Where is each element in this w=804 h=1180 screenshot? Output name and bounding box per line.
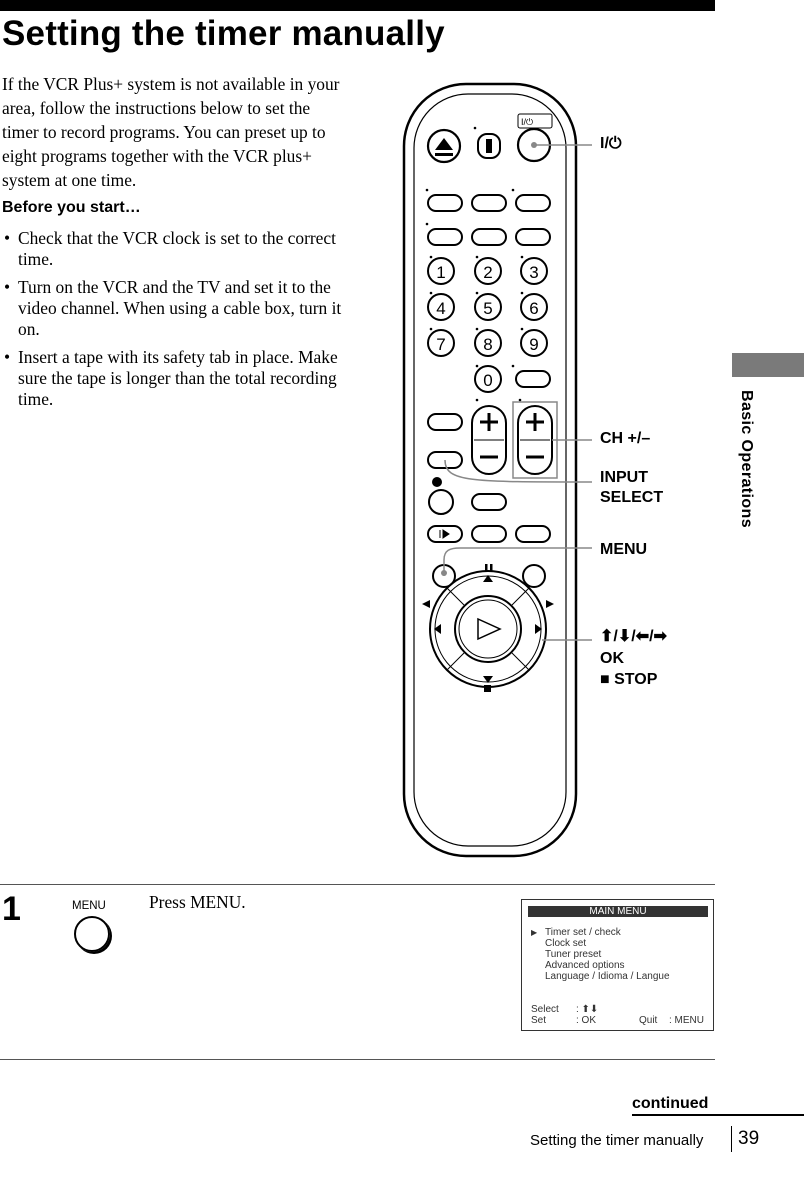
number-key-label: 1 [436, 263, 446, 282]
number-key-label: 6 [529, 299, 539, 318]
direction-ring-outer [430, 571, 546, 687]
osd-header: MAIN MENU [528, 906, 708, 917]
step-instruction: Press MENU. [149, 892, 246, 912]
number-key-label: 9 [529, 335, 539, 354]
remote-button [472, 229, 506, 245]
osd-quit-label: Quit [639, 1015, 658, 1026]
list-item: Advanced options [545, 960, 625, 971]
step-divider [0, 1059, 715, 1060]
number-key-label: 0 [483, 371, 493, 390]
volume-rocker [472, 406, 506, 474]
number-key-label: 3 [529, 263, 539, 282]
number-key-label: 8 [483, 335, 493, 354]
eject-button [428, 130, 460, 162]
tv-vcr-switch [478, 134, 500, 158]
channel-rocker [518, 406, 552, 474]
osd-set-value: : OK [576, 1015, 597, 1026]
input-select-button [428, 452, 462, 468]
remote-button [516, 195, 550, 211]
footer-divider [731, 1126, 732, 1152]
remote-button [472, 195, 506, 211]
osd-quit-value: : MENU [669, 1015, 704, 1026]
continued-rule [632, 1114, 804, 1116]
top-rule [0, 0, 715, 11]
continued-label: continued [632, 1095, 709, 1112]
number-key-label: 4 [436, 299, 446, 318]
remote-body-inner [414, 94, 566, 846]
number-key-label: 5 [483, 299, 493, 318]
menu-button-caption: MENU [72, 900, 106, 912]
power-label-box [518, 114, 552, 128]
page-title: Setting the timer manually [2, 14, 445, 53]
remote-button [428, 195, 462, 211]
step-divider [0, 884, 715, 885]
callout-ok: OK [600, 650, 624, 667]
section-tab-marker [732, 353, 804, 377]
osd-cursor-icon: ▶ [531, 928, 538, 937]
callout-arrows: ⬆/⬇/⬅/➡ [600, 628, 667, 645]
channel-highlight-box [513, 402, 557, 478]
ok-button [455, 596, 521, 662]
remote-body-outer [404, 84, 576, 856]
callout-stop: ■ STOP [600, 671, 658, 688]
remote-button [428, 229, 462, 245]
power-button [518, 129, 550, 161]
menu-button-illustration [74, 916, 110, 952]
power-label-text: I/⏻ [521, 117, 534, 127]
remote-button [428, 414, 462, 430]
callout-menu: MENU [600, 541, 648, 558]
menu-button [433, 565, 455, 587]
list-item: Tuner preset [545, 949, 602, 960]
number-key-label: 2 [483, 263, 493, 282]
osd-menu-list [545, 927, 670, 982]
callout-channel: CH +/– [600, 430, 651, 447]
callout-power: I/⏻ [600, 135, 622, 152]
step-number: 1 [2, 890, 21, 928]
osd-set-label: Set [531, 1015, 547, 1026]
on-screen-menu [521, 899, 714, 1031]
osd-select-label: Select [531, 1004, 559, 1015]
list-item: Timer set / check [545, 927, 621, 938]
list-item: • Insert a tape with its safety tab in place. Make sure the tape is longer than the total recording time. [2, 347, 342, 410]
eject-icon [435, 138, 453, 150]
number-key-label: 7 [436, 335, 446, 354]
section-tab-label: Basic Operations [738, 390, 755, 529]
osd-select-value: : ⬆⬇ [576, 1004, 599, 1015]
list-item: Clock set [545, 938, 587, 949]
prerequisite-list [2, 228, 342, 417]
remote-button [516, 229, 550, 245]
list-item: • Turn on the VCR and the TV and set it to the video channel. When using a cable box, turn it on. [2, 277, 342, 340]
callout-input-select: INPUT SELECT [600, 469, 664, 506]
intro-paragraph: If the VCR Plus+ system is not available in your area, follow the instructions below to set the timer to record programs. You can preset up to eight programs together with the VCR plus+ system at one time. [2, 74, 340, 190]
list-item: Language / Idioma / Langue [545, 971, 670, 982]
running-footer-title: Setting the timer manually [530, 1132, 704, 1149]
before-you-start-heading: Before you start… [2, 199, 141, 216]
page-number: 39 [738, 1128, 760, 1149]
list-item: • Check that the VCR clock is set to the correct time. [2, 228, 342, 270]
